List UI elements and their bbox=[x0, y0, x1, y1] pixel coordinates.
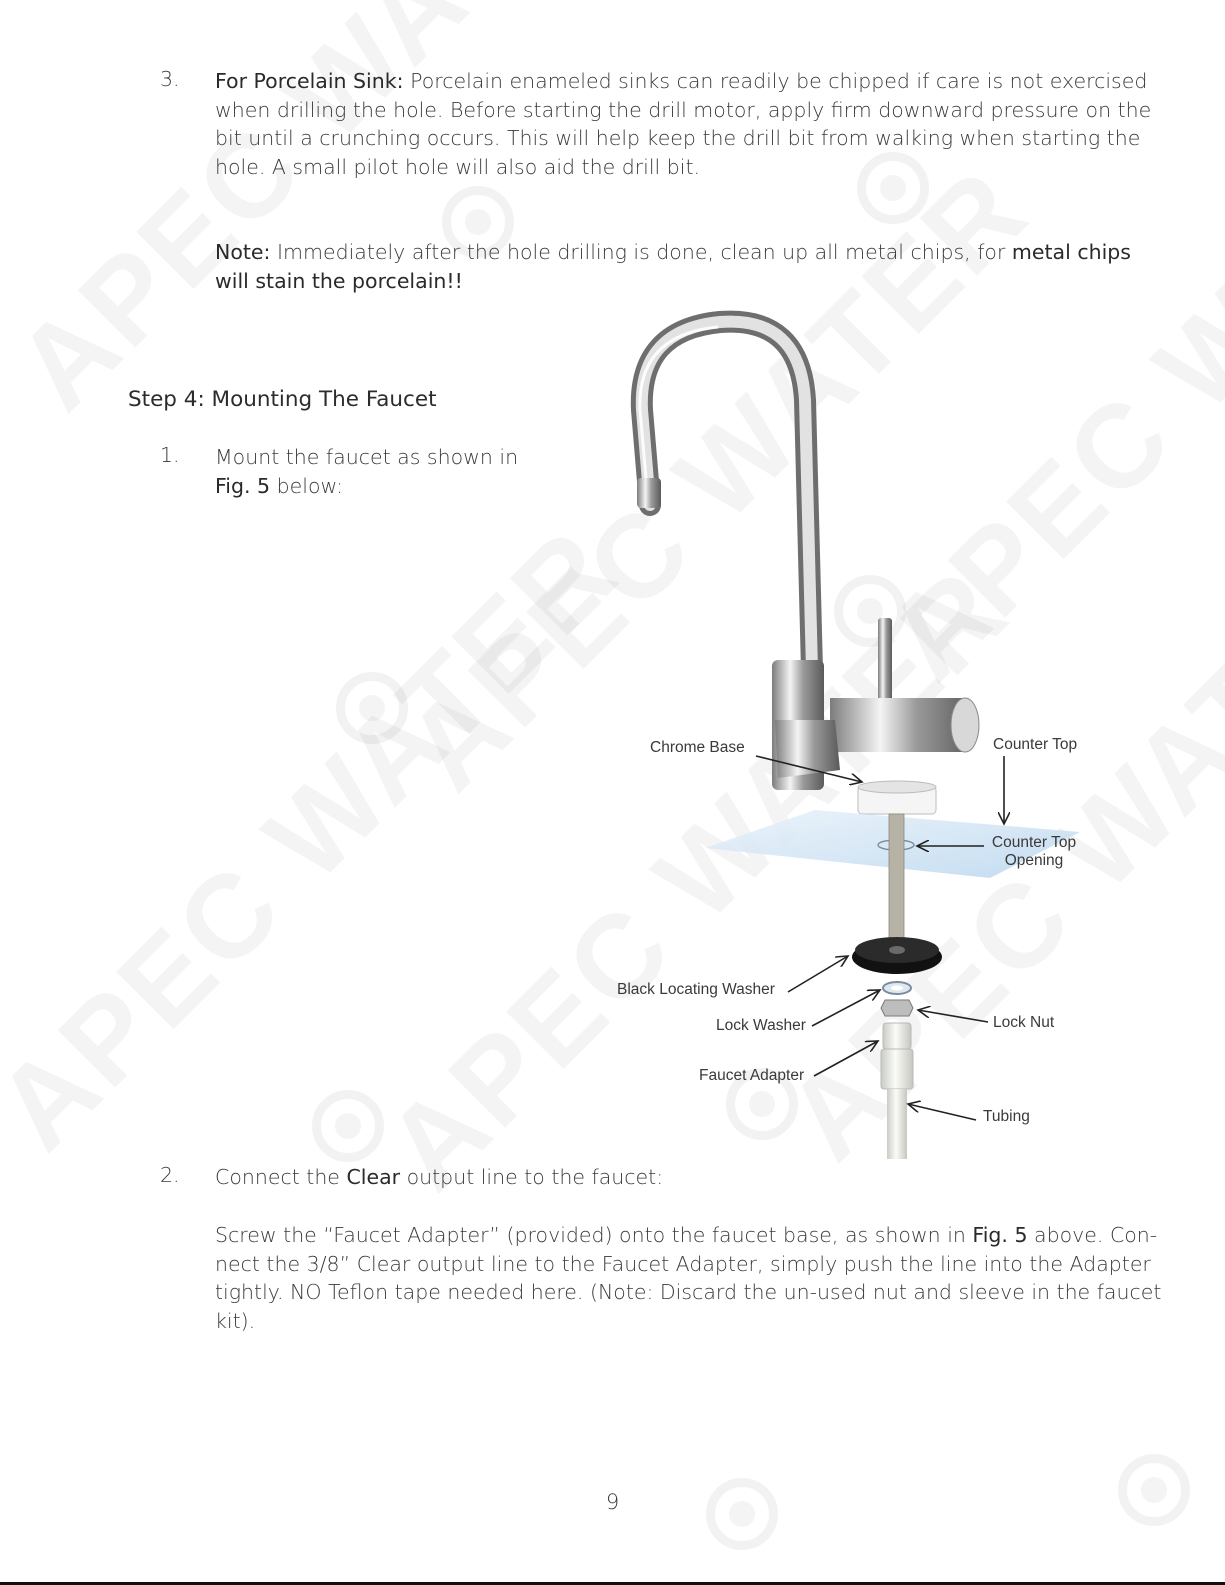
porcelain-lead: For Porcelain Sink: bbox=[215, 69, 404, 93]
label-black-locating-washer: Black Locating Washer bbox=[617, 981, 775, 998]
text-line: bit until a crunching occurs. This will help keep the drill bit from walking when starting the bbox=[215, 126, 1141, 150]
faucet-spout bbox=[637, 322, 812, 670]
note-emphasis: metal chips bbox=[1011, 240, 1131, 264]
text-part: Screw the “Faucet Adapter” (provided) onto the faucet base, as shown in bbox=[215, 1223, 966, 1247]
watermark-logo-icon bbox=[336, 672, 408, 744]
black-locating-washer bbox=[852, 937, 942, 974]
text-part: above. Con- bbox=[1034, 1223, 1158, 1247]
watermark-logo-icon bbox=[312, 1090, 384, 1162]
text-part: Connect the bbox=[215, 1165, 340, 1189]
note-paragraph bbox=[215, 238, 1175, 295]
item-number: 3. bbox=[160, 67, 180, 91]
label-counter-top: Counter Top bbox=[993, 736, 1078, 753]
item-number: 2. bbox=[160, 1163, 180, 1187]
page-number: 9 bbox=[605, 1490, 620, 1514]
label-chrome-base: Chrome Base bbox=[650, 739, 745, 756]
clear-emphasis: Clear bbox=[346, 1165, 401, 1189]
text-line: when drilling the hole. Before starting the drill motor, apply firm downward pressure on the bbox=[215, 97, 1152, 122]
note-label: Note: bbox=[215, 240, 271, 264]
item-number: 1. bbox=[160, 443, 180, 467]
label-tubing: Tubing bbox=[983, 1108, 1030, 1125]
text-line: hole. A small pilot hole will also aid the drill bit. bbox=[215, 154, 701, 179]
tubing bbox=[887, 1089, 907, 1159]
text-line: tightly. NO Teflon tape needed here. (Note: Discard the un-used nut and sleeve in the faucet bbox=[215, 1280, 1162, 1304]
watermark-text bbox=[0, 0, 665, 436]
connect-line-paragraph bbox=[215, 1221, 1175, 1335]
label-line: Counter Top bbox=[991, 834, 1077, 851]
note-emphasis: will stain the porcelain!! bbox=[215, 268, 463, 293]
text-part: output line to the faucet: bbox=[406, 1165, 664, 1189]
note-text: Immediately after the hole drilling is done, clean up all metal chips, for bbox=[276, 240, 1006, 264]
label-lock-nut: Lock Nut bbox=[993, 1014, 1055, 1031]
label-faucet-adapter: Faucet Adapter bbox=[699, 1067, 805, 1084]
text-line: nect the 3/8” Clear output line to the Faucet Adapter, simply push the line into the Adapter bbox=[215, 1251, 1151, 1276]
text-line: Porcelain enameled sinks can readily be chipped if care is not exercised bbox=[410, 69, 1148, 93]
step-heading: Step 4: Mounting The Faucet bbox=[128, 387, 437, 412]
spout-tip bbox=[637, 478, 661, 508]
faucet-diagram bbox=[600, 300, 1120, 1170]
label-counter-top-opening bbox=[987, 834, 1081, 870]
threaded-shank bbox=[889, 814, 904, 954]
watermark-logo-icon bbox=[706, 1478, 778, 1550]
figure-reference: Fig. 5 bbox=[215, 473, 271, 498]
porcelain-sink-paragraph bbox=[215, 67, 1175, 181]
connect-line-heading bbox=[215, 1163, 1175, 1192]
figure-reference: Fig. 5 bbox=[972, 1223, 1028, 1247]
chrome-base bbox=[858, 781, 936, 814]
handle-lever bbox=[878, 618, 892, 708]
label-lock-washer: Lock Washer bbox=[716, 1017, 806, 1034]
lock-washer bbox=[883, 982, 911, 994]
text-line: Mount the faucet as shown in bbox=[215, 445, 519, 469]
text-line: kit). bbox=[215, 1308, 256, 1333]
mount-faucet-paragraph bbox=[215, 443, 535, 500]
faucet-adapter bbox=[881, 1023, 913, 1089]
lock-nut bbox=[881, 1000, 913, 1016]
label-line: Opening bbox=[1004, 852, 1064, 869]
text-line: below: bbox=[276, 473, 344, 498]
